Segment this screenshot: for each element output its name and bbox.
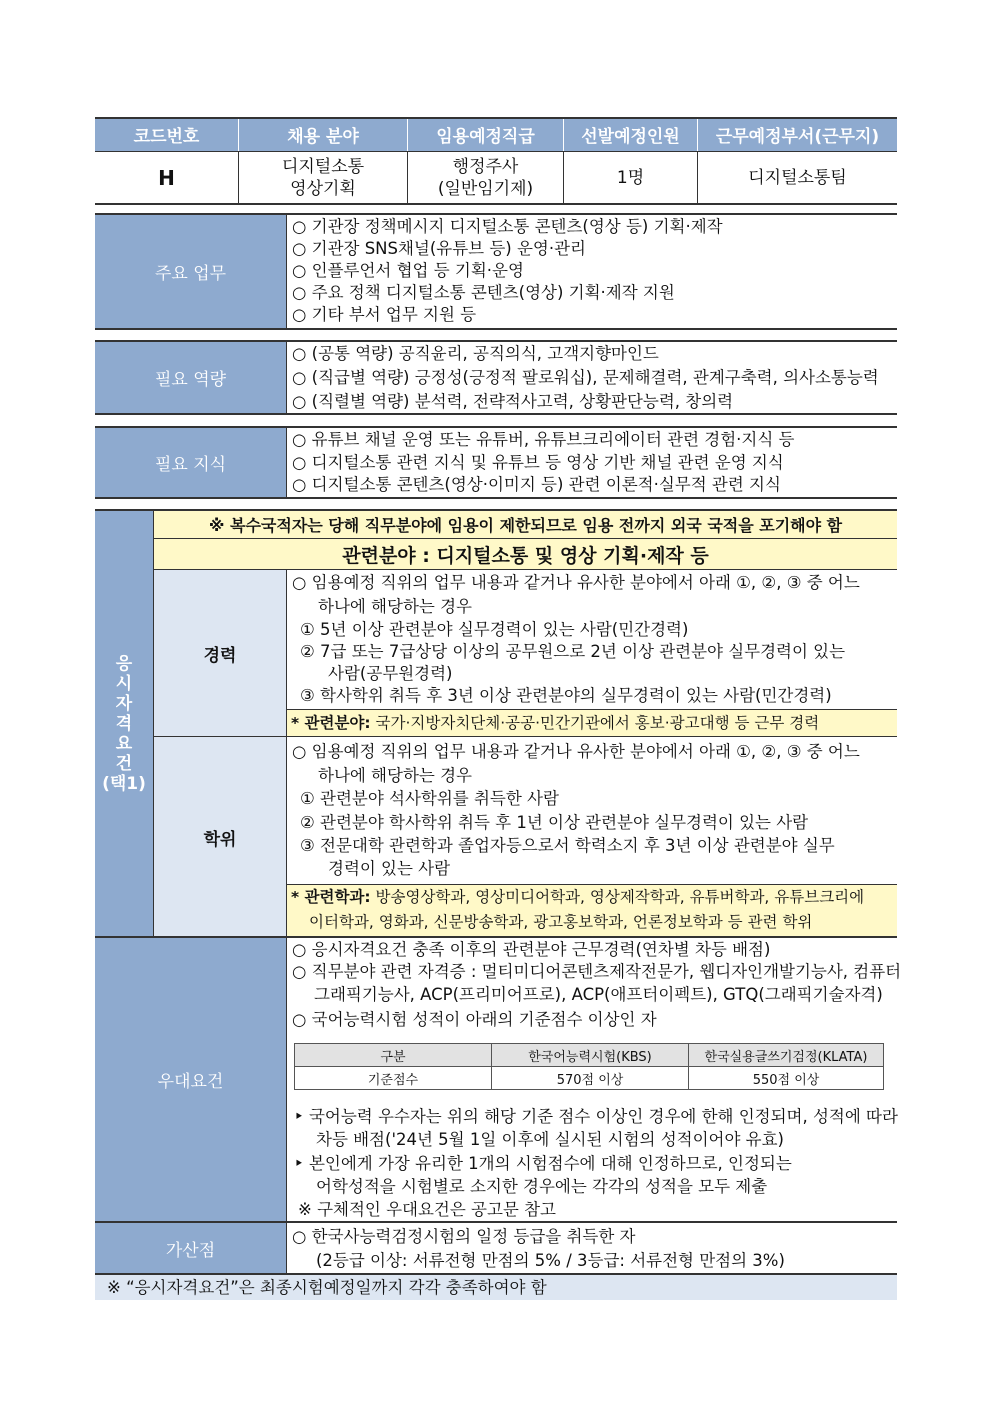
related-field-title: 관련분야 : 디지털소통 및 영상 기획·제작 등: [154, 539, 897, 569]
duties-item: ○ 기타 부서 업무 지원 등: [292, 305, 477, 324]
preference-note: 어학성적을 시험별로 소지한 경우에는 각각의 성적을 모두 제출: [316, 1177, 768, 1196]
career-line: ② 7급 또는 7급상당 이상의 공무원으로 2년 이상 관련분야 실무경력이 있는: [300, 642, 846, 661]
header-col-grade: 임용예정직급: [408, 118, 563, 151]
duties-item: ○ 기관장 정책메시지 디지털소통 콘텐츠(영상 등) 기획·제작: [292, 217, 723, 236]
knowledge-item: ○ 디지털소통 관련 지식 및 유튜브 등 영상 기반 채널 관련 운영 지식: [292, 453, 784, 472]
preference-line: ○ 국어능력시험 성적이 아래의 기준점수 이상인 자: [292, 1010, 657, 1029]
dept-value: 디지털소통팀: [748, 167, 847, 188]
career-label: 경력: [154, 570, 286, 736]
duties-label: 주요 업무: [95, 215, 286, 328]
header-col-count: 선발예정인원: [564, 118, 697, 151]
degree-line: ② 관련분야 학사학위 취득 후 1년 이상 관련분야 실무경력이 있는 사람: [300, 813, 809, 832]
code-value: H: [158, 165, 175, 190]
bonus-line: ○ 한국사능력검정시험의 일정 등급을 취득한 자: [292, 1227, 636, 1246]
table-cell: 기준점수: [295, 1067, 492, 1090]
degree-label: 학위: [154, 737, 286, 937]
competency-item: ○ (직렬별 역량) 분석력, 전략적사고력, 상황판단능력, 창의력: [292, 392, 734, 411]
competency-item: ○ (직급별 역량) 긍정성(긍정적 팔로워십), 문제해결력, 관계구축력, 의사소통능력: [292, 368, 879, 387]
degree-line: 경력이 있는 사람: [328, 859, 451, 878]
competency-label: 필요 역량: [95, 342, 286, 413]
dual-citizenship-notice: ※ 복수국적자는 당해 직무분야에 임용이 제한되므로 임용 전까지 외국 국적을 포기해야 함: [154, 511, 897, 538]
duties-item: ○ 주요 정책 디지털소통 콘텐츠(영상) 기획·제작 지원: [292, 283, 675, 302]
count-value: 1명: [616, 167, 645, 188]
competency-item: ○ (공통 역량) 공직윤리, 공직의식, 고객지향마인드: [292, 344, 659, 363]
language-score-table: [294, 1043, 884, 1090]
degree-line: ○ 임용예정 직위의 업무 내용과 같거나 유사한 분야에서 아래 ①, ②, ③ 중 어느: [292, 742, 860, 761]
career-line: ③ 학사학위 취득 후 3년 이상 관련분야의 실무경력이 있는 사람(민간경력): [300, 686, 832, 705]
preference-note: ‣ 본인에게 가장 유리한 1개의 시험점수에 대해 인정하므로, 인정되는: [294, 1154, 792, 1173]
preference-note: 차등 배점('24년 5월 1일 이후에 실시된 시험의 성적이어야 유효): [316, 1130, 784, 1149]
preference-line: ○ 응시자격요건 충족 이후의 관련분야 근무경력(연차별 차등 배점): [292, 940, 771, 959]
career-note: * 관련분야: 국가·지방자치단체·공공·민간기관에서 홍보·광고대행 등 근무 경력: [287, 710, 897, 736]
degree-line: ③ 전문대학 관련학과 졸업자등으로서 학력소지 후 3년 이상 관련분야 실무: [300, 836, 835, 855]
table-cell: 550점 이상: [689, 1067, 884, 1090]
knowledge-label: 필요 지식: [95, 428, 286, 497]
preference-note: ‣ 국어능력 우수자는 위의 해당 기준 점수 이상인 경우에 한해 인정되며, 성적에 따라: [294, 1107, 898, 1126]
qualification-label: 응 시 자 격 요 건 (택1): [95, 511, 153, 937]
degree-line: ① 관련분야 석사학위를 취득한 사람: [300, 789, 559, 808]
header-col-field: 채용 분야: [239, 118, 407, 151]
degree-line: 하나에 해당하는 경우: [318, 766, 472, 785]
table-header: 구분: [295, 1044, 492, 1067]
degree-note: * 관련학과: 방송영상학과, 영상미디어학과, 영상제작학과, 유튜버학과, 유튜브크리에 이터학과, 영화과, 신문방송학과, 광고홍보학과, 언론정보학과 등 관련 학위: [287, 885, 897, 937]
header-col-dept: 근무예정부서(근무지): [698, 118, 897, 151]
table-header: 한국어능력시험(KBS): [492, 1044, 689, 1067]
knowledge-item: ○ 유튜브 채널 운영 또는 유튜버, 유튜브크리에이터 관련 경험·지식 등: [292, 430, 795, 449]
table-header: 한국실용글쓰기검정(KLATA): [689, 1044, 884, 1067]
knowledge-item: ○ 디지털소통 콘텐츠(영상·이미지 등) 관련 이론적·실무적 관련 지식: [292, 475, 781, 494]
header-col-code: 코드번호: [95, 118, 238, 151]
preference-line: ○ 직무분야 관련 자격증 : 멀티미디어콘텐츠제작전문가, 웹디자인개발기능사, 컴퓨터: [292, 962, 902, 981]
footer-note: ※ “응시자격요건”은 최종시험예정일까지 각각 충족하여야 함: [95, 1275, 897, 1300]
duties-item: ○ 인플루언서 협업 등 기획·운영: [292, 261, 524, 280]
preference-label: 우대요건: [95, 938, 286, 1221]
bonus-label: 가산점: [95, 1223, 286, 1274]
table-cell: 570점 이상: [492, 1067, 689, 1090]
career-line: ○ 임용예정 직위의 업무 내용과 같거나 유사한 분야에서 아래 ①, ②, ③ 중 어느: [292, 573, 860, 592]
preference-line: 그래픽기능사, ACP(프리미어프로), ACP(애프터이펙트), GTQ(그래픽기술자격): [314, 985, 883, 1004]
preference-note: ※ 구체적인 우대요건은 공고문 참고: [298, 1200, 556, 1219]
grade-value: 행정주사 (일반임기제): [437, 156, 534, 199]
career-line: 사람(공무원경력): [328, 664, 453, 683]
career-line: ① 5년 이상 관련분야 실무경력이 있는 사람(민간경력): [300, 620, 689, 639]
bonus-line: (2등급 이상: 서류전형 만점의 5% / 3등급: 서류전형 만점의 3%): [316, 1251, 785, 1270]
career-line: 하나에 해당하는 경우: [318, 597, 472, 616]
duties-item: ○ 기관장 SNS채널(유튜브 등) 운영·관리: [292, 239, 586, 258]
field-value: 디지털소통 영상기획: [281, 156, 365, 199]
